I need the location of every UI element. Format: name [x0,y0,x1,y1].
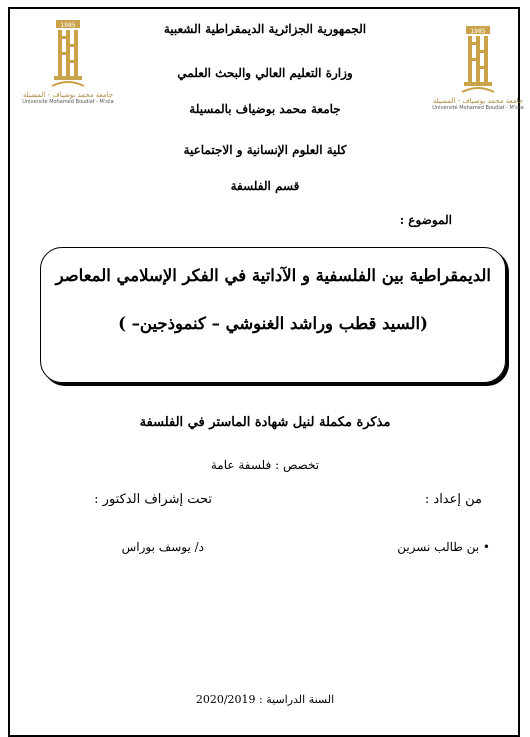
logo-name-fr: Université Mohamed Boudiaf - M'sila [432,105,524,111]
logo-name-fr: Université Mohamed Boudiaf - M'sila [22,99,114,105]
specialty: تخصص : فلسفة عامة [210,458,320,472]
header-department: قسم الفلسفة [230,179,300,193]
subject-label: الموضوع : [399,213,452,227]
supervisor-name: د/ يوسف بوراس [121,540,204,554]
header-faculty: كلية العلوم الإنسانية و الاجتماعية [183,143,347,157]
header-republic: الجمهورية الجزائرية الديمقراطية الشعبية [163,22,367,36]
header-ministry: وزارة التعليم العالي والبحث العلمي [177,66,353,80]
student-name [397,540,490,554]
header-university: جامعة محمد بوضياف بالمسيلة [189,102,341,116]
supervisor-label: تحت إشراف الدكتور : [94,492,212,507]
logo-name-ar: جامعة محمد بوضياف - المسيلة [22,91,114,99]
logo-name-ar: جامعة محمد بوضياف - المسيلة [432,97,524,105]
bullet-icon: • [479,540,490,554]
thesis-type: مذكرة مكملة لنيل شهادة الماستر في الفلسفة [139,415,391,430]
title-box [40,247,506,383]
student-name-text: بن طالب نسرين [397,540,480,554]
thesis-title: الديمقراطية بين الفلسفية و الآداتية في الفكر الإسلامي المعاصر [55,266,491,285]
svg-text:1985: 1985 [60,22,76,29]
svg-text:1985: 1985 [470,28,486,35]
thesis-subtitle: (السيد قطب وراشد الغنوشي – كنموذجين– ) [118,314,428,333]
academic-year: السنة الدراسية : 2020/2019 [195,693,335,706]
prepared-by-label: من إعداد : [424,492,482,507]
